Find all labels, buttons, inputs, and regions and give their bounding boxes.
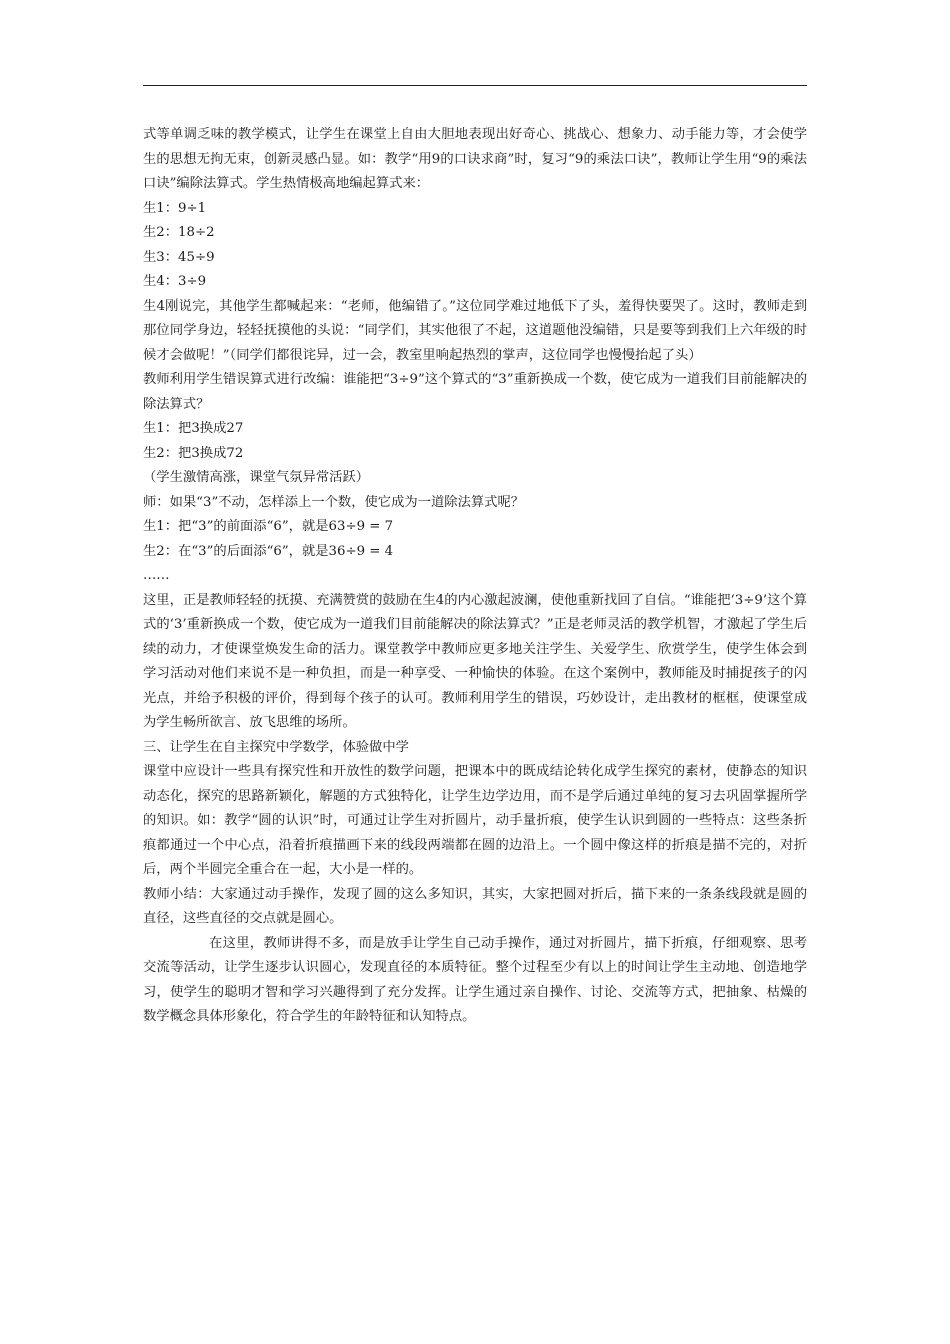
paragraph-intro: 式等单调乏味的教学模式，让学生在课堂上自由大胆地表现出好奇心、挑战心、想象力、动手能力等，才会使学生的思想无拘无束，创新灵感凸显。如：教学“用9的口诀求商”时，复习“9的乘法口诀”，教师让学生用“9的乘法口诀”编除法算式。学生热情极高地编起算式来： [143, 127, 807, 191]
header-rule [143, 85, 807, 86]
paragraph-reflection: 这里，正是教师轻轻的抚摸、充满赞赏的鼓励在生4的内心激起波澜，使他重新找回了自信。“谁能把‘3÷9’这个算式的‘3’重新换成一个数，使它成为一道我们目前能解决的除法算式？”正是老师灵活的教学机智，才激起了学生后续的动力，才使课堂焕发生命的活力。课堂教学中教师应更多地关注学生、关爱学生、欣赏学生，使学生体会到学习活动对他们来说不是一种负担，而是一种享受、一种愉快的体验。在这个案例中，教师能及时捕捉孩子的闪光点，并给予积极的评价，得到每个孩子的认可。教师利用学生的错误，巧妙设计，走出教材的框框，使课堂成为学生畅所欲言、放飞思维的场所。 [143, 592, 807, 730]
paragraph-teacher-rewrite: 教师利用学生错误算式进行改编：谁能把“3÷9”这个算式的“3”重新换成一个数，使它成为一道我们目前能解决的除法算式？ [143, 372, 807, 412]
student-3-answer: 生3：45÷9 [143, 249, 215, 265]
ellipsis-line: …… [143, 568, 170, 583]
document-body [143, 123, 807, 1030]
paragraph-teacher-summary: 教师小结：大家通过动手操作，发现了圆的这么多知识，其实，大家把圆对折后，描下来的一条条线段就是圆的直径，这些直径的交点就是圆心。 [143, 886, 807, 926]
student-4-answer: 生4：3÷9 [143, 274, 207, 289]
student-2-add-digit: 生2：在“3”的后面添“6”，就是36÷9 = 4 [143, 543, 394, 559]
teacher-question: 师：如果“3”不动，怎样添上一个数，使它成为一道除法算式呢？ [143, 494, 525, 510]
paragraph-inquiry: 课堂中应设计一些具有探究性和开放性的数学问题，把课本中的既成结论转化成学生探究的素材，使静态的知识动态化，探究的思路新颖化，解题的方式独特化，让学生边学边用，而不是学后通过单纯的复习去巩固掌握所学的知识。如：教学“圆的认识”时，可通过让学生对折圆片，动手量折痕，使学生认识到圆的一些特点：这些条折痕都通过一个中心点，沿着折痕描画下来的线段两端都在圆的边沿上。一个圆中像这样的折痕是描不完的，对折后，两个半圆完全重合在一起，大小是一样的。 [143, 764, 807, 877]
paragraph-classroom-reaction: 生4刚说完，其他学生都喊起来：“老师，他编错了。”这位同学难过地低下了头，羞得快要哭了。这时，教师走到那位同学身边，轻轻抚摸他的头说：“同学们，其实他很了不起，这道题他没编错，只是要等到我们上六年级的时候才会做呢！”（同学们都很诧异，过一会，教室里响起热烈的掌声，这位同学也慢慢抬起了头） [143, 298, 807, 363]
student-1-add-digit: 生1：把“3”的前面添“6”，就是63÷9 = 7 [143, 519, 394, 534]
student-2-answer: 生2：18÷2 [143, 225, 215, 240]
classroom-atmosphere: （学生激情高涨，课堂气氛异常活跃） [143, 470, 370, 485]
student-1-rewrite: 生1：把3换成27 [143, 421, 244, 436]
paragraph-conclusion: 在这里，教师讲得不多，而是放手让学生自己动手操作，通过对折圆片，描下折痕，仔细观察、思考交流等活动，让学生逐步认识圆心，发现直径的本质特征。整个过程至少有以上的时间让学生主动地、创造地学习，使学生的聪明才智和学习兴趣得到了充分发挥。让学生通过亲自操作、讨论、交流等方式，把抽象、枯燥的数学概念具体形象化，符合学生的年龄特征和认知特点。 [143, 935, 807, 1024]
student-2-rewrite: 生2：把3换成72 [143, 445, 244, 461]
student-1-answer: 生1：9÷1 [143, 200, 207, 216]
section-heading-3: 三、让学生在自主探究中学数学，体验做中学 [143, 739, 409, 755]
